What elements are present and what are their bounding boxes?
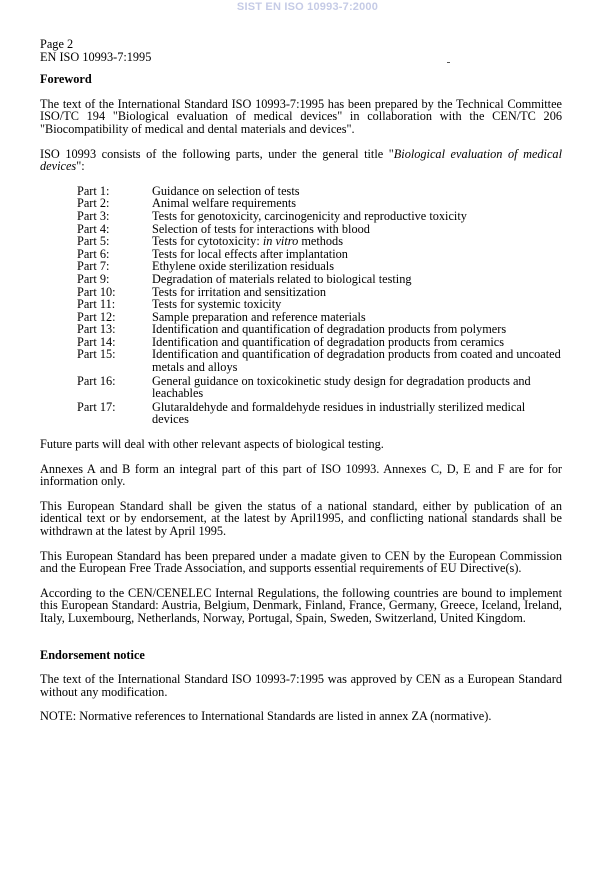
part-number: Part 15: [77,347,116,362]
part-title: Identification and quantification of degradation products from polymers [152,322,507,337]
future-parts-paragraph: Future parts will deal with other relevant aspects of biological testing. [40,437,384,452]
part-title: Degradation of materials related to biological testing [152,271,412,286]
part-title [152,235,562,248]
document-id: EN ISO 10993-7:1995 [40,49,152,64]
list-item [77,298,562,311]
list-item [77,401,562,426]
countries-paragraph: According to the CEN/CENELEC Internal Regulations, the following countries are bound to implement this European Standard: Austria, Belgium, Denmark, Finland, France, Germany, Greece, Iceland, Ireland, Italy, Luxembourg, Netherlands, Norway, Portugal, Spain, Sweden, Switzerland, United Kingdom. [40,585,562,625]
endorsement-heading: Endorsement notice [40,647,145,662]
parts-list [77,185,562,426]
list-item [77,375,562,400]
endorsement-paragraph: The text of the International Standard ISO 10993-7:1995 was approved by CEN as a European Standard without any modification. [40,672,562,699]
part-number: Part 9: [77,271,110,286]
part-number: Part 14: [77,334,116,349]
list-item [77,323,562,336]
part-title: Identification and quantification of degradation products from coated and uncoated metals and alloys [152,347,561,375]
part-number: Part 7: [77,259,110,274]
part-number: Part 11: [77,297,116,312]
part-title: Tests for genotoxicity, carcinogenicity and reproductive toxicity [152,208,467,223]
part-number: Part 16: [77,373,116,388]
foreword-heading: Foreword [40,72,92,87]
part-title-suffix: methods [298,234,343,249]
list-item [77,235,562,248]
part-title: General guidance on toxicokinetic study design for degradation products and leachables [152,373,531,401]
list-item [77,273,562,286]
part-title: Tests for local effects after implantation [152,246,348,261]
part-number: Part 10: [77,284,116,299]
parts-intro [40,148,562,173]
foreword-paragraph: The text of the International Standard ISO 10993-7:1995 has been prepared by the Technical Committee ISO/TC 194 "Biological evaluation of medical devices" in collaboration with the CEN/TC 206 "Biocompatibility of medical and dental materials and devices". [40,96,562,136]
parts-intro-title: Biological evaluation of medical devices [40,146,562,174]
part-number: Part 13: [77,322,116,337]
part-title: Tests for systemic toxicity [152,297,282,312]
parts-intro-prefix: ISO 10993 consists of the following parts, under the general title " [40,146,394,161]
parts-intro-suffix: ": [76,159,85,174]
part-number: Part 5: [77,234,110,249]
status-paragraph: This European Standard shall be given the status of a national standard, either by publication of an identical text or by endorsement, at the latest by April1995, and conflicting national standards shall be withdrawn at the latest by April 1995. [40,498,562,538]
part-number: Part 2: [77,196,110,211]
annexes-paragraph: Annexes A and B form an integral part of this part of ISO 10993. Annexes C, D, E and F are for for information only. [40,461,562,489]
mandate-paragraph: This European Standard has been prepared under a madate given to CEN by the European Commission and the European Free Trade Association, and supports essential requirements of EU Directive(s). [40,548,562,576]
part-title: Tests for irritation and sensitization [152,284,326,299]
part-number: Part 1: [77,183,110,198]
part-title: Glutaraldehyde and formaldehyde residues in industrially sterilized medical devices [152,399,526,427]
document-body [40,38,562,723]
part-title: Animal welfare requirements [152,196,297,211]
list-item [77,210,562,223]
endorsement-note: NOTE: Normative references to International Standards are listed in annex ZA (normative). [40,709,492,724]
part-title-italic: in vitro [262,234,299,249]
part-title-prefix: Tests for cytotoxicity: [152,234,263,249]
watermark: SIST EN ISO 10993-7:2000 [236,1,379,13]
part-title: Sample preparation and reference materials [152,309,366,324]
page-number: Page 2 [40,37,74,51]
part-number: Part 4: [77,221,110,236]
part-title: Ethylene oxide sterilization residuals [152,259,335,274]
part-number: Part 12: [77,309,116,324]
part-title: Guidance on selection of tests [152,183,300,198]
part-number: Part 3: [77,208,110,223]
part-title: Selection of tests for interactions with blood [152,221,370,236]
part-number: Part 6: [77,246,110,261]
list-item [77,286,562,299]
list-item [77,185,562,198]
part-title: Identification and quantification of degradation products from ceramics [152,334,505,349]
list-item [77,348,562,373]
part-number: Part 17: [77,399,116,414]
